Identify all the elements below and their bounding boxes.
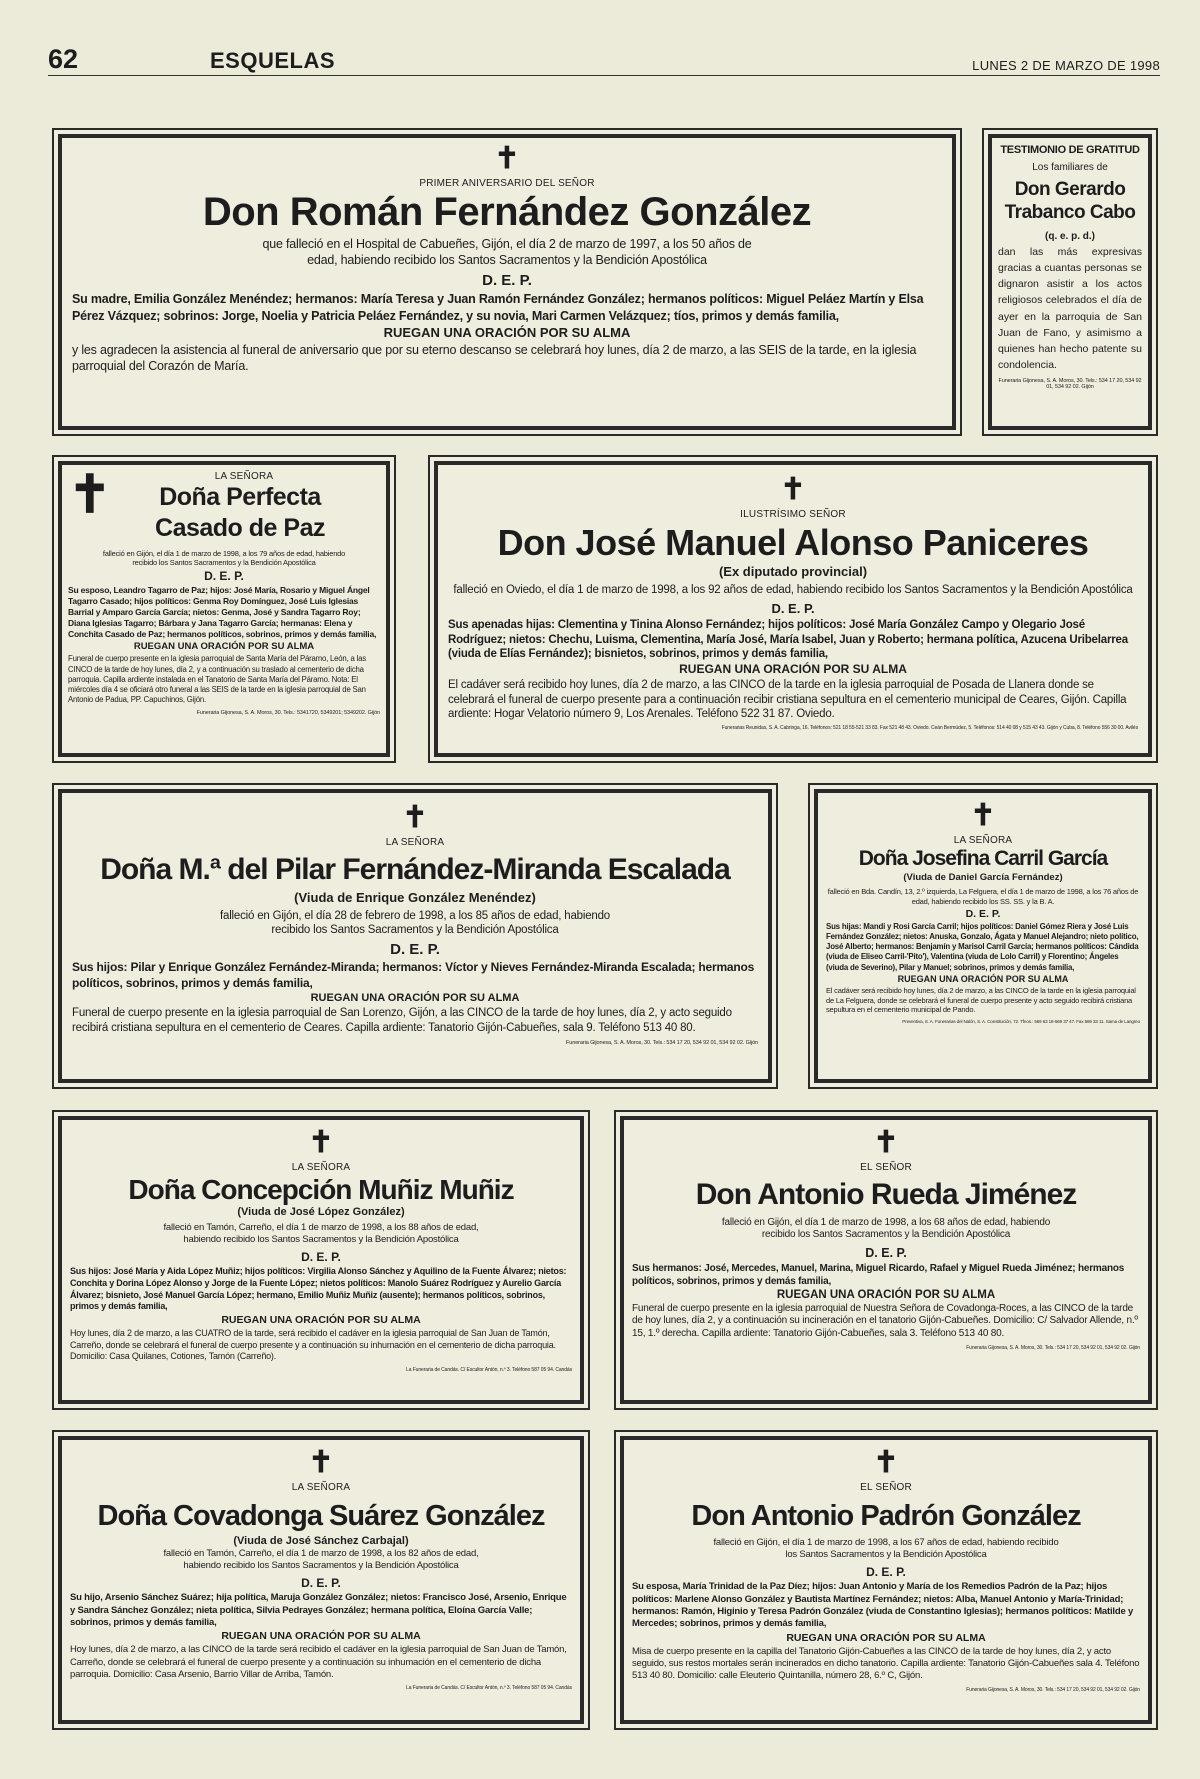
deceased-name: Doña Josefina Carril García <box>858 847 1108 870</box>
cross-icon: ✝ <box>873 1445 899 1480</box>
notice-lead: ILUSTRÍSIMO SEÑOR <box>740 509 846 520</box>
family-list: Su esposo, Leandro Tagarro de Paz; hijos: José María, Rosario y Miguel Ángel Tagarro Casado; hijos políticos: Genma Roy Domínguez, José Luis Iglesias Barrial y Amparo García García; nietos: Genma, José y Sandra Tagarro Roy; Diana Iglesias Tagarro; Bárbara y Jana Tagarro García; hermanas: Elena y Conchita Casado de Paz; hermanos políticos, sobrinos, primos y demás familia, <box>68 585 377 640</box>
deceased-name: Don José Manuel Alonso Paniceres <box>497 522 1089 563</box>
notice-pilar <box>52 783 778 1089</box>
service-details: Funeral de cuerpo presente en la iglesia parroquial de San Lorenzo, Gijón, a las CINCO de la tarde de hoy lunes, día 2, y acto seguido recibirá cristiana sepultura en el cementerio de Ceares. Capilla ardiente: Tanatorio Gijón-Cabueñes, sala 9. Teléfono 513 40 80. <box>72 1007 732 1035</box>
service-details: y les agradecen la asistencia al funeral de aniversario que por su eterno descanso se celebrará hoy lunes, día 2 de marzo, a las SEIS de la tarde, en la iglesia parroquial del Corazón de María. <box>72 342 917 373</box>
dep: D. E. P. <box>965 907 1001 920</box>
death-details: falleció en Gijón, el día 1 de marzo de 1998, a los 68 años de edad, habiendo recibido los Santos Sacramentos y la Bendición Apostólica <box>721 1216 1051 1240</box>
notice-subtitle: (Viuda de Daniel García Fernández) <box>903 872 1063 884</box>
deceased-name: Doña Covadonga Suárez González <box>97 1500 545 1532</box>
dep: D. E. P. <box>301 1576 341 1591</box>
deceased-name: Don Román Fernández González <box>202 190 812 234</box>
notice-subtitle: (Viuda de José Sánchez Carbajal) <box>233 1535 409 1548</box>
death-details: falleció en Tamón, Carreño, el día 1 de marzo de 1998, a los 88 años de edad, habiendo recibido los Santos Sacramentos y la Bendición Apostólica <box>163 1222 479 1246</box>
service-details: Funeral de cuerpo presente en la iglesia parroquial de Nuestra Señora de Covadonga-Roces, a las CINCO de la tarde de hoy lunes, día 2, y a continuación su incineración en el tanatorio Gijón-Cabueñes. Domicilio: C/ Salvador Allende, n.º 15, 1.º derecha. Capilla ardiente: Tanatorio Gijón-Cabueñes, sala 3. Teléfono 513 40 80. <box>632 1302 1138 1340</box>
cross-icon: ✝ <box>873 1125 899 1160</box>
funeral-home: La Funeraria de Candás. C/ Escultor Antón, n.º 3. Teléfono 587 05 94. Candás <box>406 1685 572 1692</box>
issue-date: LUNES 2 DE MARZO DE 1998 <box>972 58 1160 73</box>
notice-roman <box>52 128 962 436</box>
notice-lead: EL SEÑOR <box>860 1482 912 1493</box>
dep: D. E. P. <box>390 941 440 959</box>
dep: D. E. P. <box>771 601 815 617</box>
dep: D. E. P. <box>866 1565 906 1580</box>
cross-icon: ✝ <box>970 798 996 833</box>
funeral-home: Funeraria Gijonesa, S. A. Moros, 30. Tels.: 534 17 20, 534 92 01, 534 92 02. Gijón <box>998 377 1142 390</box>
dep: D. E. P. <box>301 1250 341 1265</box>
dep: D. E. P. <box>865 1245 907 1260</box>
notice-lead: Los familiares de <box>1032 162 1108 173</box>
service-details: Misa de cuerpo presente en la capilla del Tanatorio Gijón-Cabueñes a las CINCO de la tarde de hoy lunes, día 2, y acto seguido, sus restos mortales serán incinerados en dicho tanatorio. Capilla ardiente: Tanatorio Gijón-Cabueñes sala 4. Teléfono 513 40 80. Domicilio: calle Eleuterio Quintanilla, número 28, 6.º C, Gijón. <box>632 1645 1140 1682</box>
prayer-request: RUEGAN UNA ORACIÓN POR SU ALMA <box>221 1630 421 1643</box>
prayer-request: RUEGAN UNA ORACIÓN POR SU ALMA <box>776 1288 996 1301</box>
notice-covadonga <box>52 1430 590 1730</box>
funeral-home: Funeraria Gijonesa, S. A. Moros, 30. Tels.: 534 17 20, 534 92 01, 534 92 02. Gijón <box>566 1039 758 1046</box>
funeral-home: La Funeraria de Candás. C/ Escultor Antón, n.º 3. Teléfono 587 05 94. Candás <box>406 1366 572 1373</box>
deceased-name: Doña M.ª del Pilar Fernández-Miranda Escalada <box>100 853 730 886</box>
prayer-request: RUEGAN UNA ORACIÓN POR SU ALMA <box>221 1313 421 1326</box>
service-details: El cadáver será recibido hoy lunes, día 2 de marzo, a las CINCO de la tarde en la iglesia parroquial de La Felguera, donde se celebrará el funeral de cuerpo presente y acto seguido recibirá cristiana sepultura en el cementerio municipal de Pando. <box>826 985 1136 1015</box>
notice-padron <box>614 1430 1158 1730</box>
notice-paniceres <box>428 455 1158 763</box>
deceased-name: Doña Perfecta Casado de Paz <box>155 483 325 543</box>
family-list: Su esposa, María Trinidad de la Paz Díez; hijos: Juan Antonio y María de los Remedios Padrón de la Paz; hijos políticos: Marlene Alonso González y Bautista Martínez Fernández; nietos: Alba, Manuel Antonio y María-Trinidad; hermanos: Ramón, Higinio y Teresa Padrón González (viuda de Constantino Iglesias); hermanos políticos: Matilde y Mercedes; sobrinos, primos y demás familia, <box>632 1581 1134 1630</box>
death-details: que falleció en el Hospital de Cabueñes, Gijón, el día 2 de marzo de 1997, a los 50 años de edad, habiendo recibido los Santos Sacramentos y la Bendición Apostólica <box>262 237 752 267</box>
section-title: ESQUELAS <box>210 48 336 73</box>
funeral-home: Preventiva, S. A. Funerarias del Nalón, S. A. Constitución, 72. Tfnos.: 569 63 18-569 37 47. Fax 569 33 11. Sama de Langreo <box>902 1019 1140 1025</box>
cross-icon: ✝ <box>494 141 520 176</box>
notice-lead: PRIMER ANIVERSARIO DEL SEÑOR <box>419 178 595 189</box>
notice-gerardo <box>982 128 1158 436</box>
death-details: falleció en Bda. Candín, 13, 2.º izquierda, La Felguera, el día 1 de marzo de 1998, a los 76 años de edad, habiendo recibido los SS. SS. y la B. A. <box>827 887 1139 906</box>
deceased-name: Don Gerardo Trabanco Cabo <box>1004 179 1136 223</box>
deceased-name: Don Antonio Rueda Jiménez <box>695 1178 1077 1211</box>
cross-icon: ✝ <box>68 464 112 525</box>
deceased-name: Don Antonio Padrón González <box>691 1500 1081 1532</box>
page-header <box>48 38 1160 76</box>
prayer-request: RUEGAN UNA ORACIÓN POR SU ALMA <box>310 992 520 1005</box>
family-list: Sus hijos: José María y Aida López Muñiz; hijos políticos: Virgilia Alonso Sánchez y Aquilino de la Fuente Álvarez; nietos: Conchita y Dorina López Alonso y Jorge de la Fuente López; nietos políticos: Manolo Suárez Rodríguez y Aurelio García Álvarez; bisnieto, José Manuel García López; hermano, Emilio Muñiz Muñiz (ausente); hermanos políticos, sobrinos, primos y demás familia, <box>70 1266 567 1312</box>
family-list: Sus hijas: Mandi y Rosi García Carril; hijos políticos: Daniel Gómez Riera y José Luis Fernández González; nietos: Anuska, Gonzalo, Ágata y Manuel Alejandro; nieto político, José Alberto; hermanos: Benjamín y Marisol Carril García; hermanos políticos: Cándida (viuda de Eliseo Carril-'Pito'), Valentina (viuda de Lolo Carril) y Florentino; Ángeles (viuda de Severino), Pilar y Manuel; sobrinos, primos y demás familia, <box>826 921 1139 972</box>
family-list: Su hijo, Arsenio Sánchez Suárez; hija política, Maruja González González; nietos: Francisco José, Arsenio, Enrique y Sandra Sánchez González; nieta política, Silvia Pedrayes González; hermana política, Eloína García Valle; sobrinos, primos y demás familia, <box>70 1592 567 1628</box>
rip: (q. e. p. d.) <box>1045 230 1095 242</box>
service-details: Hoy lunes, día 2 de marzo, a las CINCO de la tarde será recibido el cadáver en la iglesia parroquial de San Juan de Tamón, Carreño, donde se celebrará el funeral de cuerpo presente y a continuación su inhumación en el cementerio de dicha parroquia. Domicilio: Casa Arsenio, Barrio Villar de Arriba, Tamón. <box>70 1644 567 1680</box>
cross-icon: ✝ <box>402 800 428 835</box>
notice-lead: LA SEÑORA <box>214 471 274 482</box>
notice-subtitle: (Viuda de Enrique González Menéndez) <box>294 889 536 905</box>
notice-perfecta <box>52 455 396 763</box>
prayer-request: RUEGAN UNA ORACIÓN POR SU ALMA <box>133 641 315 653</box>
notice-subtitle: (Ex diputado provincial) <box>718 563 868 579</box>
prayer-request: RUEGAN UNA ORACIÓN POR SU ALMA <box>897 973 1069 984</box>
notice-lead: LA SEÑORA <box>385 837 445 848</box>
death-details: falleció en Tamón, Carreño, el día 1 de marzo de 1998, a los 82 años de edad, habiendo recibido los Santos Sacramentos y la Bendición Apostólica <box>163 1548 479 1572</box>
page-number: 62 <box>48 44 79 74</box>
family-list: Sus hijos: Pilar y Enrique González Fernández-Miranda; hermanos: Víctor y Nieves Fernández-Miranda Escalada; hermanos políticos, sobrinos, primos y demás familia, <box>72 960 755 990</box>
death-details: falleció en Gijón, el día 28 de febrero de 1998, a los 85 años de edad, habiendo recibido los Santos Sacramentos y la Bendición Apostólica <box>220 909 610 936</box>
notice-lead: LA SEÑORA <box>953 835 1013 846</box>
family-list: Sus apenadas hijas: Clementina y Tinina Alonso Fernández; hijos políticos: José María González Campo y Olegario José Rodríguez; nietos: Chechu, Luisma, Clementina, María José, María Isabel, Juan y Roberto; hermana política, Azucena Uribelarrea (viuda de Elías Fernández); bisnietos, sobrinos, primos y demás familia, <box>448 619 1128 660</box>
service-details: Hoy lunes, día 2 de marzo, a las CUATRO de la tarde, será recibido el cadáver en la iglesia parroquial de San Juan de Tamón, Carreño, donde se celebrará el funeral de cuerpo presente y a continuación su inhumación en el cementerio de dicha parroquia. Domicilio: Casa Quilanes, Cotiones, Tamón (Carreño). <box>70 1327 556 1362</box>
dep: D. E. P. <box>482 272 532 290</box>
notice-rueda <box>614 1110 1158 1410</box>
cross-icon: ✝ <box>308 1125 334 1160</box>
family-list: Sus hermanos: José, Mercedes, Manuel, Marina, Miguel Ricardo, Rafael y Miguel Rueda Jiménez; hermanos políticos, sobrinos, primos y demás familia, <box>632 1262 1125 1287</box>
service-details: Funeral de cuerpo presente en la iglesia parroquial de Santa María del Páramo, León, a las CINCO de la tarde de hoy lunes, día 2, y a continuación su traslado al cementerio de dicha parroquia. Capilla ardiente instalada en el Tanatorio de Santa María del Páramo. Nota: El miércoles día 4 se oficiará otro funeral a las SEIS de la tarde en la iglesia parroquial de San Antonio de Padua, PP. Capuchinos, Gijón. <box>68 654 366 705</box>
cross-icon: ✝ <box>780 472 806 507</box>
notice-lead: EL SEÑOR <box>860 1162 912 1173</box>
death-details: falleció en Gijón, el día 1 de marzo de 1998, a los 67 años de edad, habiendo recibido los Santos Sacramentos y la Bendición Apostólica <box>713 1537 1059 1561</box>
notice-concepcion <box>52 1110 590 1410</box>
funeral-home: Funeraria Gijonesa, S. A. Moros, 30. Tels.: 534 17 20, 534 92 01, 534 92 02. Gijón <box>966 1686 1140 1693</box>
notice-title: TESTIMONIO DE GRATITUD <box>1000 144 1140 156</box>
deceased-name: Doña Concepción Muñiz Muñiz <box>128 1174 514 1205</box>
death-details: falleció en Gijón, el día 1 de marzo de 1998, a los 79 años de edad, habiendo recibido los Santos Sacramentos y la Bendición Apostólica <box>102 548 346 568</box>
notice-subtitle: (Viuda de José López González) <box>237 1206 405 1219</box>
cross-icon: ✝ <box>308 1445 334 1480</box>
notice-josefina <box>808 783 1158 1089</box>
family-list: Su madre, Emilia González Menéndez; hermanos: María Teresa y Juan Ramón Fernández González; hermanos políticos: Miguel Peláez Martín y Elsa Pérez Vázquez; sobrinos: Jorge, Noelia y Patricia Peláez Fernández, y su novia, Mari Carmen Velázquez; tíos, primos y demás familia, <box>72 292 924 323</box>
gratitude-text: dan las más expresivas gracias a cuantas personas se dignaron asistir a los actos religiosos celebrados el día de ayer en la parroquia de San Juan de Fano, y asimismo a quienes han hecho patente su condolencia. <box>998 245 1142 372</box>
funeral-home: Funeraria Gijonesa, S. A. Moros, 30. Tels.: 5341720, 5349201; 5349202. Gijón <box>196 709 380 716</box>
prayer-request: RUEGAN UNA ORACIÓN POR SU ALMA <box>786 1631 986 1644</box>
notice-lead: LA SEÑORA <box>291 1162 351 1173</box>
prayer-request: RUEGAN UNA ORACIÓN POR SU ALMA <box>679 662 907 677</box>
dep: D. E. P. <box>204 569 244 583</box>
notice-lead: LA SEÑORA <box>291 1482 351 1493</box>
death-details: falleció en Oviedo, el día 1 de marzo de 1998, a los 92 años de edad, habiendo recibido los Santos Sacramentos y la Bendición Apostólica <box>453 583 1133 596</box>
funeral-home: Funerarias Reunidas, S. A. Cabringa, 16. Teléfonos: 521 18 55-521 33 83. Fax 521 48 43. Oviedo. Ceán Bermúdez, 5. Teléfonos: 514 40 08 y 515 43 43. Gijón y Cuba, 8. Teléfono 556 30 00. Avilés <box>721 725 1138 732</box>
service-details: El cadáver será recibido hoy lunes, día 2 de marzo, a las CINCO de la tarde en la iglesia parroquial de Posada de Llanera donde se celebrará el funeral de cuerpo presente para a continuación recibir cristiana sepultura en el cementerio municipal de Ceares, Gijón. Capilla ardiente: Hogar Velatorio número 9, Los Arenales. Teléfono 522 31 87. Oviedo. <box>448 679 1127 721</box>
funeral-home: Funeraria Gijonesa, S. A. Moros, 30. Tels.: 534 17 20, 534 92 01, 534 92 02. Gijón <box>966 1344 1140 1351</box>
prayer-request: RUEGAN UNA ORACIÓN POR SU ALMA <box>383 324 631 340</box>
